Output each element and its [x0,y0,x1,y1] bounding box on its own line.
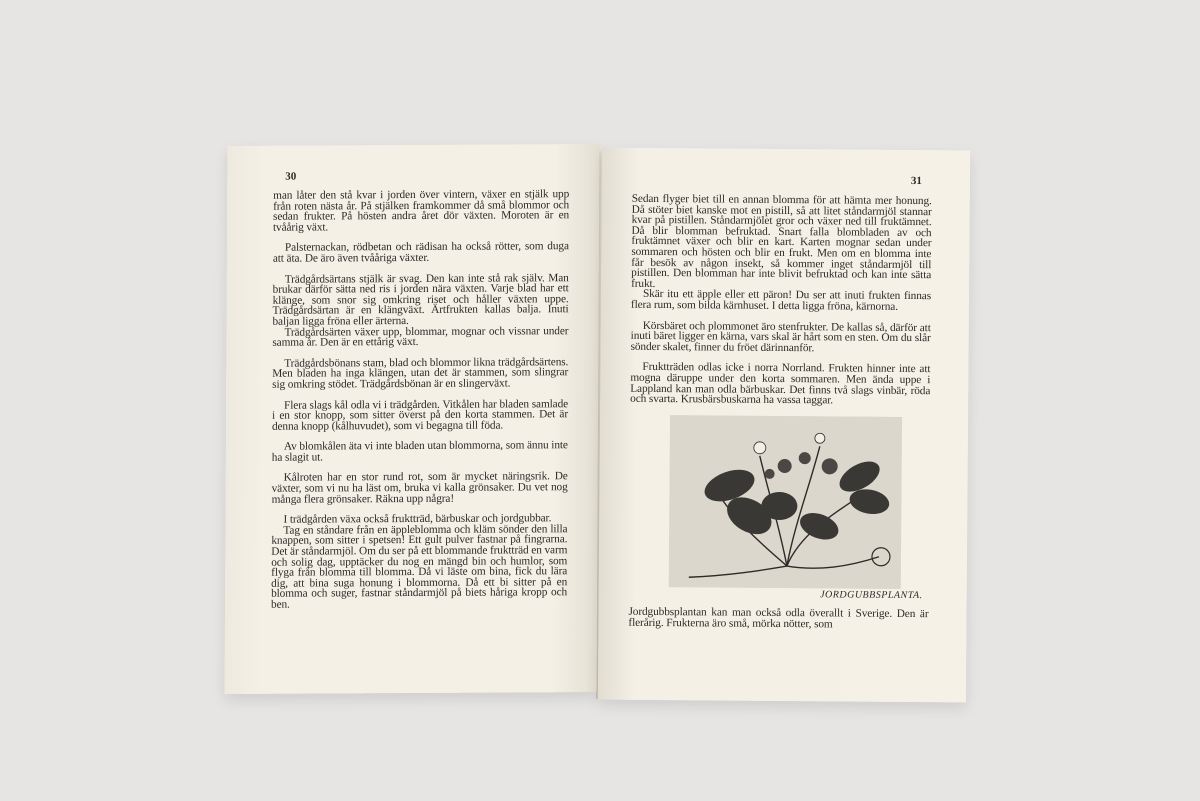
paragraph: Palsternackan, rödbetan och rädisan ha också rötter, som duga att äta. De äro även tvååriga växter. [272,240,569,265]
paragraph: Körsbäret och plommonet äro stenfrukter. De kallas så, därför att inuti bäret ligger en kärna, vars skal är hårt som en sten. Om du slår sönder skalet, finner du fröet därinnanför. [630,319,931,354]
paragraph: Tag en ståndare från en äppleblomma och kläm sönder den lilla knappen, som sitter i spetsen! Ett gult pulver fastnar på fingrarna. Det är ståndarmjöl. Om du ser på ett blommande fruktträd en varm och solig dag, upptäcker du nog en mängd bin och humlor, som flyga från blomma till blomma. Då vi läste om bina, fick du lära dig, att bina suga honung i blommorna. Då ett bi sitter på en blomma och suger, fastnar ståndarmjöl på biets håriga kropp och ben. [271,523,568,611]
paragraph: Flera slags kål odla vi i trädgården. Vitkålen har bladen samlade i en stor knopp, som sitter överst på den korta stammen. Det är denna knopp (kålhuvudet), som vi begagna till föda. [271,397,569,433]
paragraph: Skär itu ett äpple eller ett päron! Du ser att inuti frukten finnas flera rum, som bilda kärnhuset. I detta ligga fröna, kärnorna. [630,288,932,313]
right-page [598,148,970,703]
paragraph: Fruktträden odlas icke i norra Norrland. Frukten hinner inte att mogna däruppe under den korta sommaren. Men ända uppe i Lappland kan man odla bärbuskar. Det finns två slags vinbär, röda och svarta. Krusbärsbuskarna ha vassa taggar. [630,361,931,407]
open-book [222,143,970,705]
strawberry-plant-illustration [669,415,902,589]
paragraph: Jordgubbsplantan kan man också odla överallt i Sverige. Den är flerårig. Frukterna äro små, mörka nötter, som [628,606,929,631]
paragraph: Trädgårdsärtans stjälk är svag. Den kan inte stå rak själv. Man brukar därför sätta ned ris i jorden nära växten. Varje blad har ett klänge, som snor sig omkring riset och håller växten uppe. Trädgårdsärtan är en klängväxt. Ärtfrukten kallas balja. Inuti baljan ligga fröna eller ärterna. [272,271,569,328]
paragraph: Sedan flyger biet till en annan blomma för att hämta mer honung. Då stöter biet kanske mot en pistill, så att litet ståndarmjöl stannar kvar på pistillen. Ståndarmjölet gror och växer ned till fruktämnet. Då blir blomman befruktad. Snart falla blombladen av och fruktämnet växer och blir en kart. Karten mognar sedan under sommaren och hösten och blir en frukt. Men om en blomma inte får besök av någon insekt, så kommer inget ståndarmjöl till pistillen. Den blomman har inte blivit befruktad och kan inte sätta frukt. [631,192,932,290]
strawberry-plant-icon [669,415,902,589]
paragraph: Av blomkålen äta vi inte bladen utan blommorna, som ännu inte ha slagit ut. [271,439,568,464]
paragraph: Kålroten har en stor rund rot, som är mycket näringsrik. De växter, som vi nu ha läst om, bruka vi kalla grönsaker. Du vet nog många flera grönsaker. Räkna upp några! [271,470,568,506]
left-page [225,144,600,694]
paragraph: man låter den stå kvar i jorden över vintern, växer en stjälk upp från roten nästa år. På stjälken framkommer då små blommor och sedan frukter. På hösten andra året dör växten. Moroten är en tvåårig växt. [272,188,570,234]
page-text [271,189,569,620]
page-text [628,194,931,641]
paragraph: I trädgården växa också fruktträd, bärbuskar och jordgubbar. [283,512,552,526]
paragraph: Trädgårdsärten växer upp, blommar, mognar och vissnar under samma år. Den är en ettårig växt. [272,324,569,349]
page-number: 30 [285,170,297,183]
page-number: 31 [910,174,922,188]
paragraph: Trädgårdsbönans stam, blad och blommor likna trädgårdsärtens. Men bladen ha inga klängen, utan det är stammen, som slingrar sig omkring stödet. Trädgårdsbönan är en slingerväxt. [272,355,569,391]
illustration-caption: JORDGUBBSPLANTA. [820,588,923,601]
